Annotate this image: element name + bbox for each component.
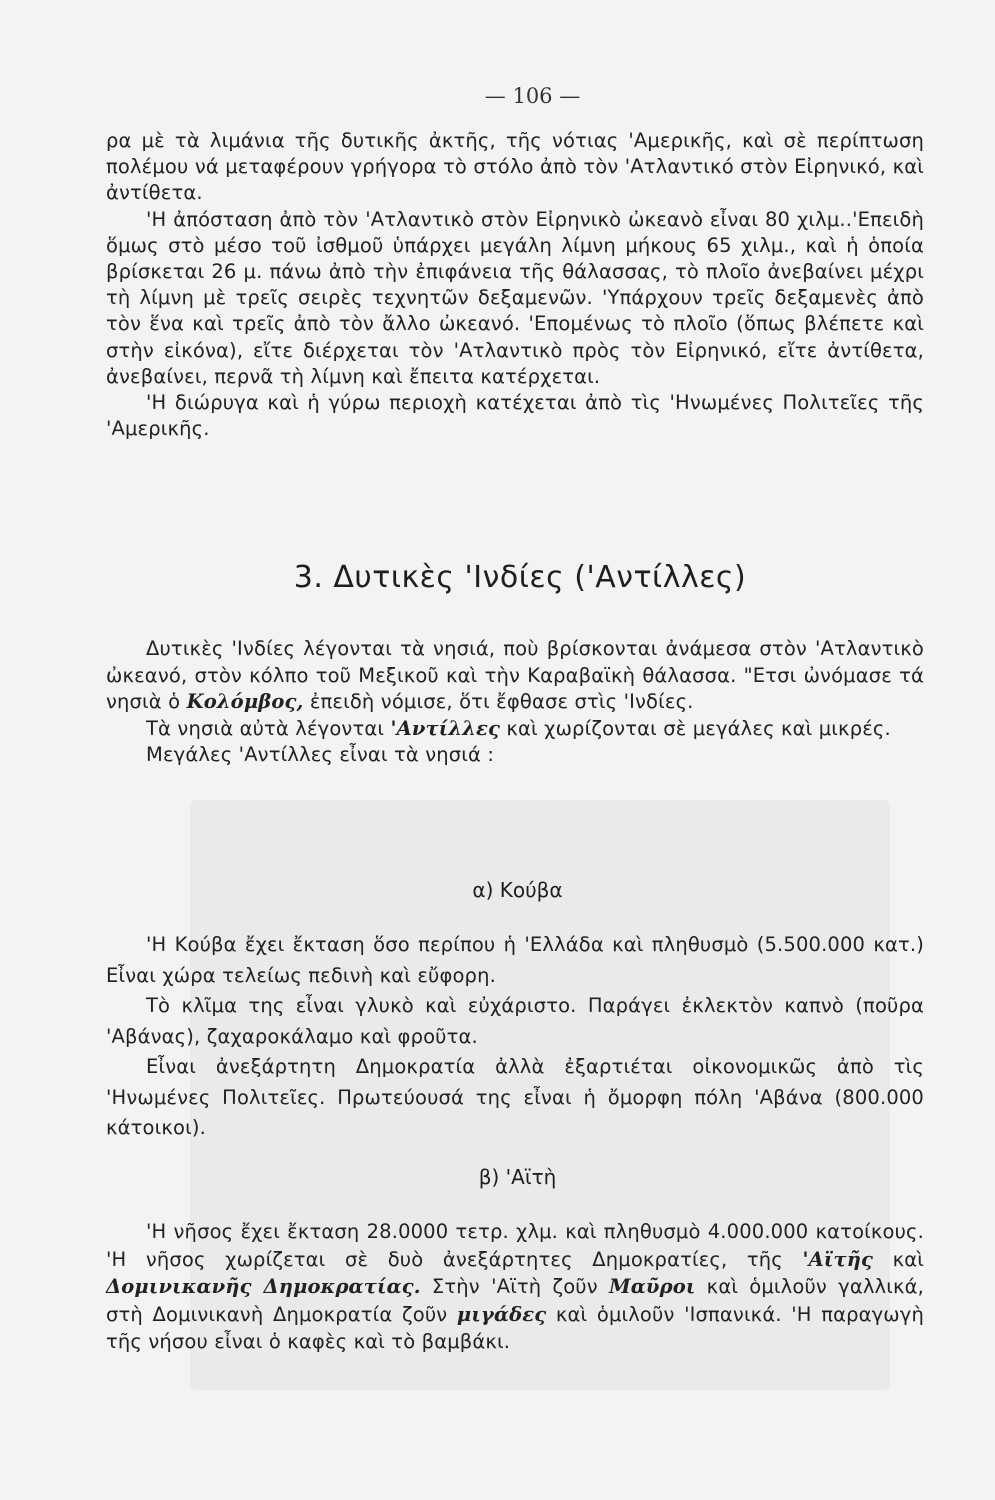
- paragraph: Μεγάλες 'Αντίλλες εἶναι τὰ νησιά :: [146, 743, 495, 767]
- intro-text-block: [106, 128, 924, 442]
- text-span: καὶ: [873, 1247, 925, 1271]
- text-span: Στὴν 'Αϊτὴ ζοῦν: [420, 1275, 609, 1299]
- text-span: ἐπειδὴ νόμισε, ὅτι ἔφθασε στὶς 'Ινδίες.: [303, 690, 694, 714]
- subsection-heading-haiti: β) 'Αϊτὴ: [478, 1165, 557, 1189]
- section-intro-block: [106, 636, 924, 769]
- emphasis-name: Κολόμβος,: [186, 690, 304, 714]
- text-span: Δυτικὲς 'Ινδίες λέγονται τὰ νησιά, ποὺ βρίσκονται ἀνάμεσα στὸν 'Ατλαντικὸ ὠκεανό, στὸν κόλπο τοῦ Μεξικοῦ καὶ τὴν Καραβαϊκὴ θάλασσα. "Ετσι ὠνόμασε τά νησιὰ ὁ: [106, 637, 924, 714]
- emphasis-dominican-republic: Δομινικανῆς Δημοκρατίας.: [106, 1275, 421, 1299]
- text-span: 'Η νῆσος ἔχει ἔκταση 28.0000 τετρ. χλμ. καὶ πληθυσμὸ 4.000.000 κατοίκους. 'Η νῆσος χωρίζεται σὲ δυὸ ἀνεξάρτητες Δημοκρατίες, τῆς: [106, 1220, 924, 1271]
- haiti-text-block: [106, 1218, 924, 1356]
- paragraph: Εἶναι ἀνεξάρτητη Δημοκρατία ἀλλὰ ἐξαρτιέται οἰκονομικῶς ἀπὸ τὶς 'Ηνωμένες Πολιτεῖες. Πρωτεύουσά της εἶναι ἡ ὄμορφη πόλη 'Αβάνα (800.000 κάτοικοι).: [106, 1055, 924, 1139]
- section-heading: 3. Δυτικὲς 'Ινδίες ('Αντίλλες): [293, 560, 747, 595]
- paragraph: [106, 636, 924, 716]
- paragraph: 'Η Κούβα ἔχει ἔκταση ὅσο περίπου ἡ 'Ελλάδα καὶ πληθυσμὸ (5.500.000 κατ.) Εἶναι χώρα τελείως πεδινὴ καὶ εὔφορη.: [106, 933, 924, 987]
- paragraph: [106, 716, 924, 743]
- emphasis-migades: μιγάδες: [456, 1302, 547, 1326]
- subsection-heading-cuba: α) Κούβα: [472, 878, 563, 902]
- text-span: Τὰ νησιὰ αὐτὰ λέγονται: [146, 716, 391, 740]
- emphasis-mavroi: Μαῦροι: [609, 1275, 696, 1299]
- emphasis-haiti: 'Αϊτῆς: [802, 1247, 874, 1271]
- paragraph: ρα μὲ τὰ λιμάνια τῆς δυτικῆς ἀκτῆς, τῆς νότιας 'Αμερικῆς, καὶ σὲ περίπτωση πολέμου νά μεταφέρουν γρήγορα τὸ στόλο ἀπὸ τὸν 'Ατλαντικό στὸν Εἰρηνικό, καὶ ἀντίθετα.: [106, 129, 924, 205]
- paragraph: [106, 1218, 924, 1356]
- text-span: καὶ ὁμιλοῦν γαλλικά, στὴ Δομινικανὴ Δημοκρατία ζοῦν: [106, 1275, 924, 1326]
- emphasis-term: 'Αντίλλες: [390, 716, 501, 740]
- paragraph: 'Η ἀπόσταση ἀπὸ τὸν 'Ατλαντικὸ στὸν Εἰρηνικὸ ὠκεανὸ εἶναι 80 χιλμ..'Επειδὴ ὅμως στὸ μέσο τοῦ ἰσθμοῦ ὑπάρχει μεγάλη λίμνη μήκους 65 χιλμ., καὶ ἡ ὁποία βρίσκεται 26 μ. πάνω ἀπὸ τὴν ἐπιφάνεια τῆς θάλασσας, τὸ πλοῖο ἀνεβαίνει μέχρι τὴ λίμνη μὲ τρεῖς σειρὲς τεχνητῶν δεξαμενῶν. 'Υπάρχουν τρεῖς δεξαμενὲς ἀπὸ τὸν ἕνα καὶ τρεῖς ἀπὸ τὸν ἄλλο ὠκεανό. 'Επομένως τὸ πλοῖο (ὅπως βλέπετε καὶ στὴν εἰκόνα), εἴτε διέρχεται τὸν 'Ατλαντικὸ πρὸς τὸν Εἰρηνικό, εἴτε ἀντίθετα, ἀνεβαίνει, περνᾶ τὴ λίμνη καὶ ἔπειτα κατέρχεται.: [106, 207, 924, 388]
- cuba-text-block: [106, 930, 924, 1144]
- text-span: καὶ ὁμιλοῦν 'Ισπανικά. 'Η παραγωγὴ τῆς νήσου εἶναι ὁ καφὲς καὶ τὸ βαμβάκι.: [106, 1302, 924, 1354]
- paragraph: 'Η διώρυγα καὶ ἡ γύρω περιοχὴ κατέχεται ἀπὸ τὶς 'Ηνωμένες Πολιτεῖες τῆς 'Αμερικῆς.: [106, 391, 924, 441]
- paragraph: Τὸ κλῖμα της εἶναι γλυκὸ καὶ εὐχάριστο. Παράγει ἐκλεκτὸν καπνὸ (ποῦρα 'Αβάνας), ζαχαροκάλαμο καὶ φροῦτα.: [106, 994, 924, 1048]
- page-number: — 106 —: [484, 84, 581, 108]
- text-span: καὶ χωρίζονται σὲ μεγάλες καὶ μικρές.: [500, 716, 891, 740]
